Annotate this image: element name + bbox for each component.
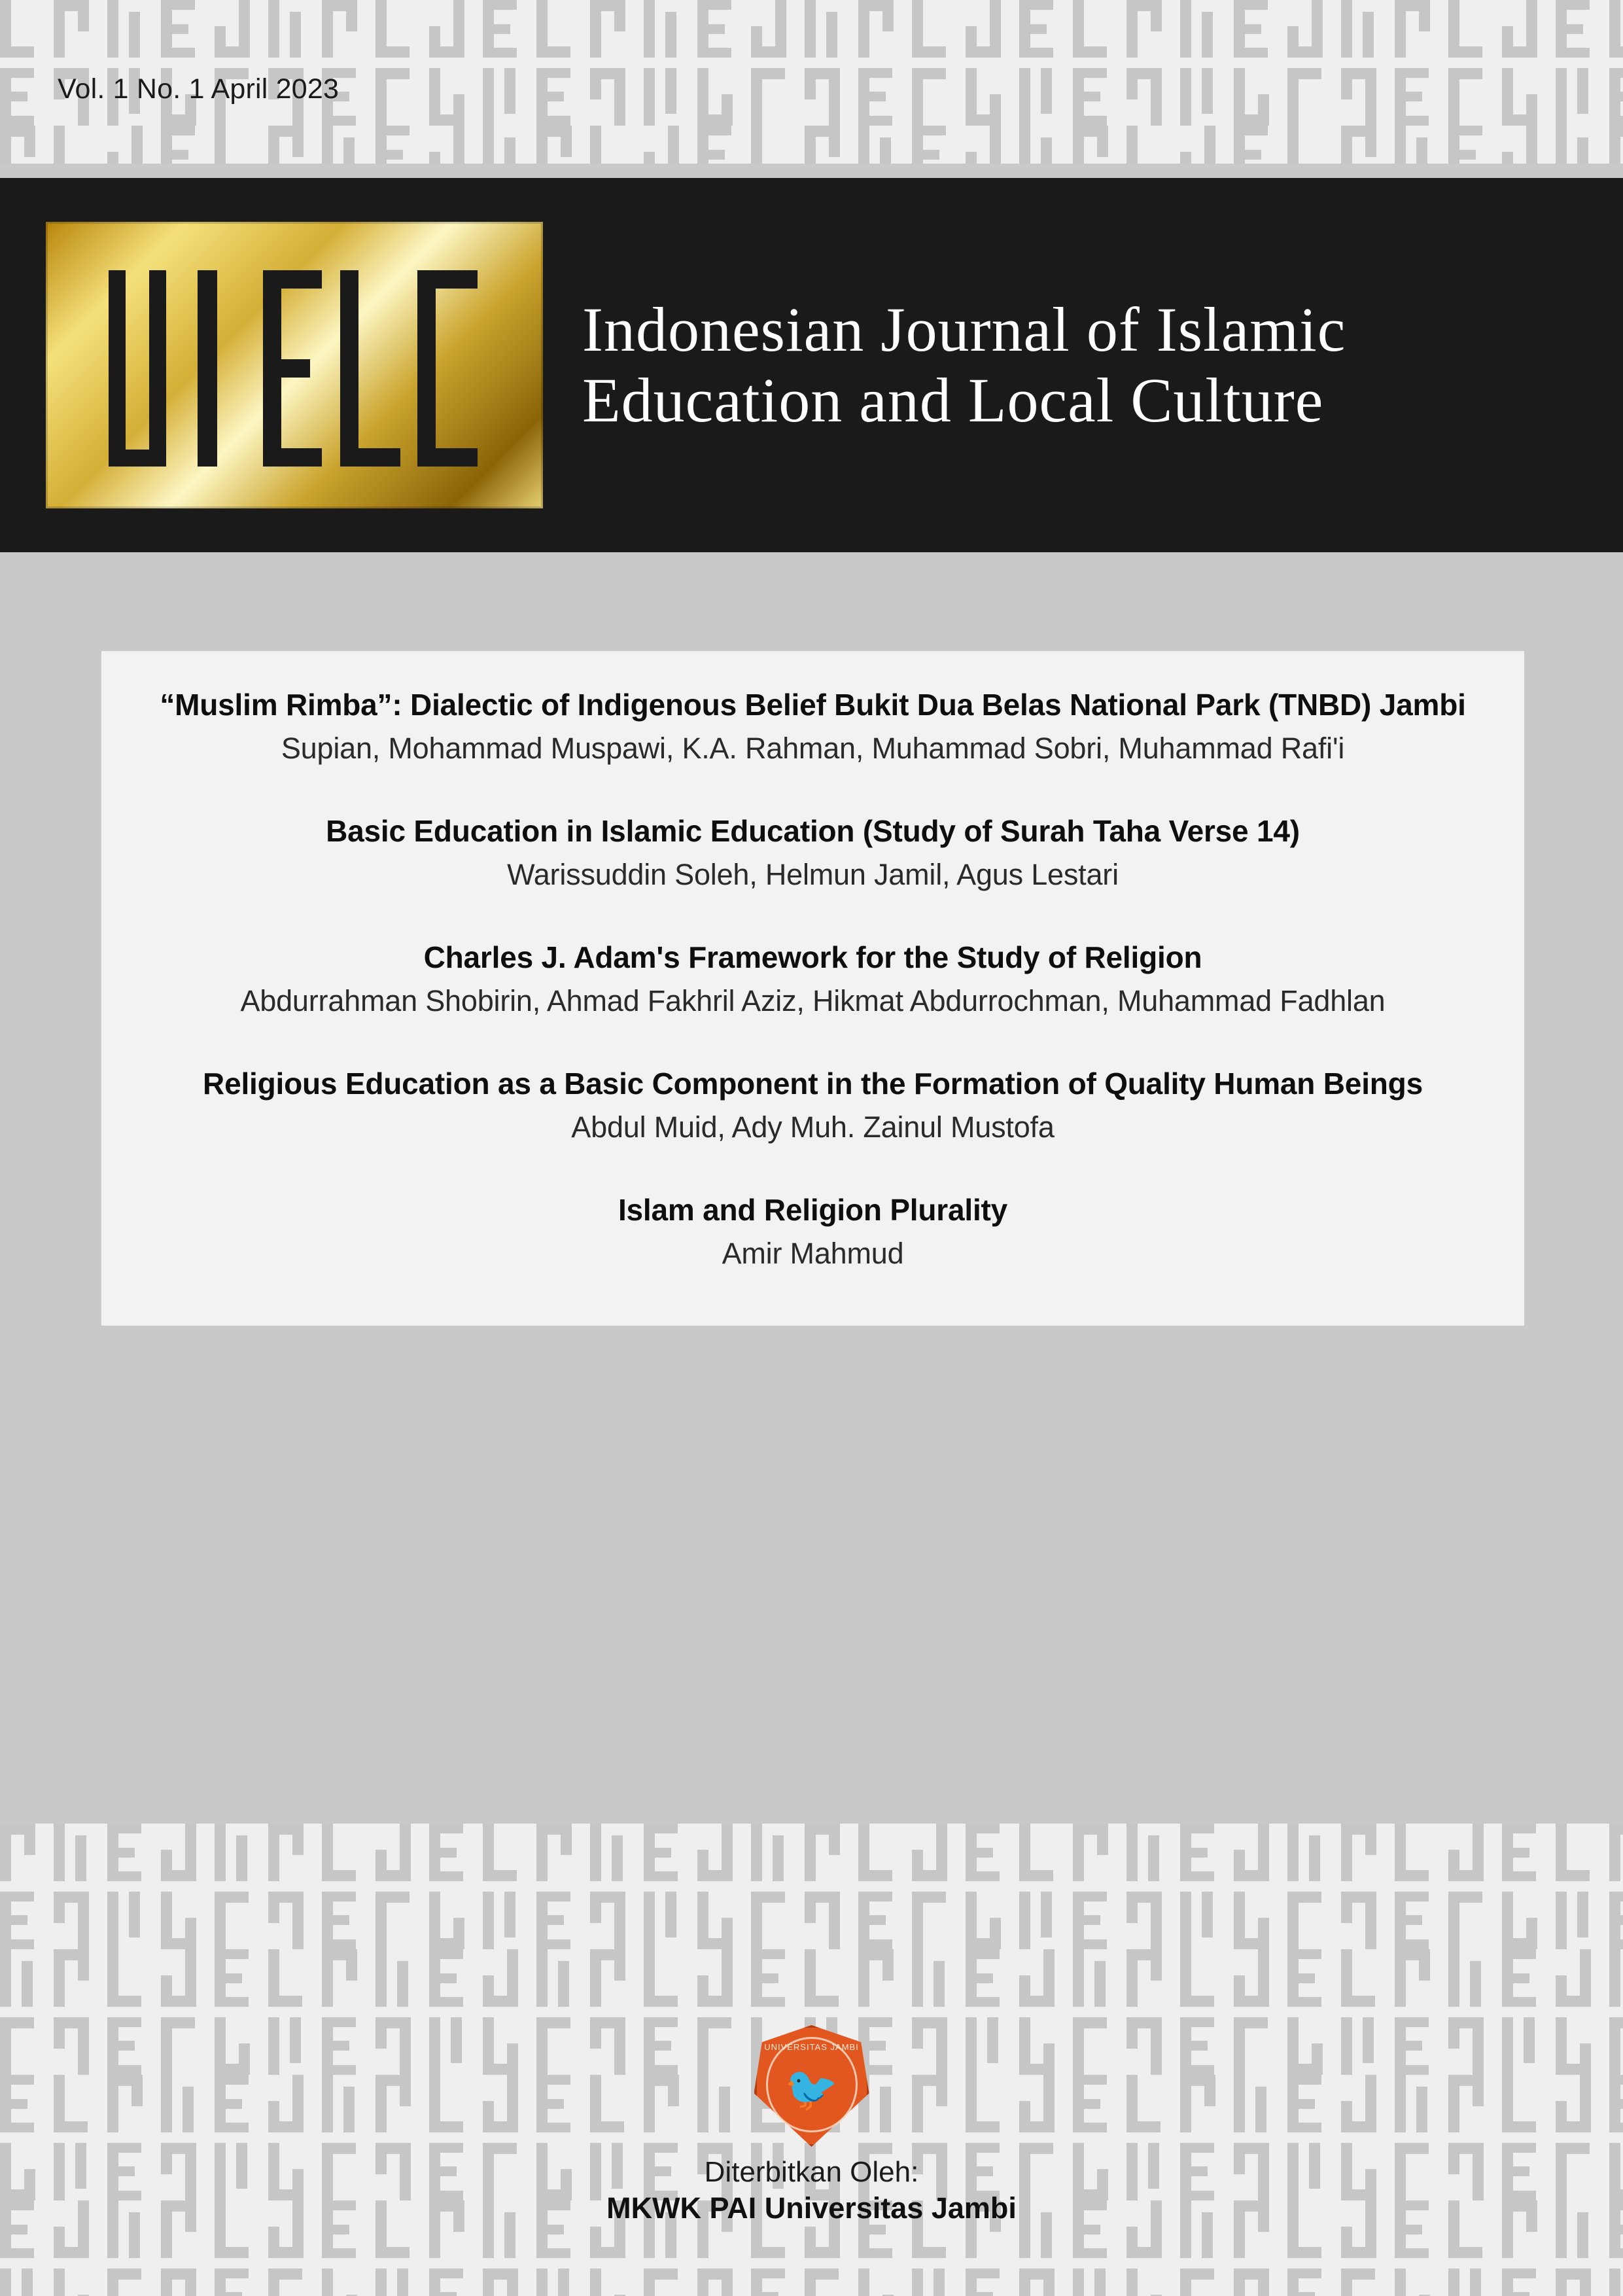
pattern-glyph-icon: [0, 1949, 37, 2007]
pattern-glyph-icon: [1073, 68, 1109, 126]
pattern-glyph-icon: [1341, 2269, 1378, 2296]
article-title: Charles J. Adam's Framework for the Study of Religion: [423, 940, 1202, 975]
pattern-glyph-icon: [54, 0, 90, 58]
pattern-glyph-icon: [751, 1949, 788, 2007]
pattern-glyph-icon: [161, 1824, 198, 1881]
pattern-glyph-icon: [1609, 1949, 1623, 2007]
pattern-glyph-icon: [107, 1824, 144, 1881]
pattern-glyph-icon: [1395, 0, 1431, 58]
pattern-glyph-icon: [966, 1892, 1002, 1949]
pattern-glyph-icon: [54, 1949, 90, 2007]
pattern-glyph-icon: [375, 2269, 412, 2296]
pattern-glyph-icon: [751, 1892, 788, 1949]
pattern-glyph-icon: [751, 126, 788, 164]
journal-title-line-2: Education and Local Culture: [582, 365, 1324, 435]
pattern-row: [0, 0, 1623, 63]
pattern-glyph-icon: [1287, 1949, 1324, 2007]
pattern-glyph-icon: [322, 1892, 358, 1949]
pattern-glyph-icon: [54, 1824, 90, 1881]
pattern-glyph-icon: [644, 2269, 680, 2296]
pattern-glyph-icon: [644, 1949, 680, 2007]
pattern-glyph-icon: [1609, 2269, 1623, 2296]
pattern-glyph-icon: [966, 2269, 1002, 2296]
pattern-glyph-icon: [1448, 126, 1485, 164]
logo-letter-l-icon: [340, 270, 403, 467]
pattern-glyph-icon: [161, 1892, 198, 1949]
pattern-glyph-icon: [1341, 126, 1378, 164]
pattern-glyph-icon: [1395, 1824, 1431, 1881]
pattern-glyph-icon: [590, 1824, 627, 1881]
pattern-glyph-icon: [912, 0, 949, 58]
pattern-glyph-icon: [375, 68, 412, 126]
pattern-glyph-icon: [429, 68, 466, 126]
pattern-glyph-icon: [1395, 1949, 1431, 2007]
pattern-glyph-icon: [858, 1824, 895, 1881]
article-authors: Abdul Muid, Ady Muh. Zainul Mustofa: [571, 1110, 1055, 1144]
pattern-glyph-icon: [375, 1824, 412, 1881]
pattern-glyph-icon: [215, 1949, 251, 2007]
pattern-glyph-icon: [1287, 1824, 1324, 1881]
pattern-glyph-icon: [536, 0, 573, 58]
pattern-glyph-icon: [1126, 1824, 1163, 1881]
pattern-glyph-icon: [1126, 0, 1163, 58]
pattern-glyph-icon: [1395, 68, 1431, 126]
pattern-glyph-icon: [1287, 1892, 1324, 1949]
pattern-glyph-icon: [1395, 126, 1431, 164]
journal-title: [582, 294, 1346, 435]
pattern-glyph-icon: [215, 2269, 251, 2296]
pattern-glyph-icon: [1073, 0, 1109, 58]
pattern-glyph-icon: [912, 2269, 949, 2296]
pattern-glyph-icon: [1234, 1949, 1270, 2007]
pattern-glyph-icon: [1395, 2269, 1431, 2296]
pattern-glyph-icon: [1234, 126, 1270, 164]
pattern-glyph-icon: [161, 126, 198, 164]
pattern-glyph-icon: [1609, 68, 1623, 126]
article-title: “Muslim Rimba”: Dialectic of Indigenous Belief Bukit Dua Belas National Park (TNBD) Jambi: [160, 688, 1466, 722]
pattern-glyph-icon: [483, 126, 519, 164]
pattern-glyph-icon: [0, 2269, 37, 2296]
pattern-glyph-icon: [1609, 0, 1623, 58]
pattern-glyph-icon: [1395, 1892, 1431, 1949]
pattern-glyph-icon: [1448, 1824, 1485, 1881]
pattern-glyph-icon: [1126, 1949, 1163, 2007]
pattern-glyph-icon: [483, 1892, 519, 1949]
pattern-glyph-icon: [590, 0, 627, 58]
pattern-glyph-icon: [1502, 1949, 1539, 2007]
pattern-glyph-icon: [1341, 1949, 1378, 2007]
pattern-glyph-icon: [644, 1892, 680, 1949]
pattern-glyph-icon: [536, 126, 573, 164]
pattern-glyph-icon: [375, 126, 412, 164]
pattern-glyph-icon: [215, 126, 251, 164]
pattern-glyph-icon: [858, 126, 895, 164]
list-item: [154, 1064, 1472, 1147]
publisher-block: [0, 2025, 1623, 2225]
pattern-glyph-icon: [483, 68, 519, 126]
pattern-glyph-icon: [1234, 0, 1270, 58]
pattern-glyph-icon: [268, 1892, 305, 1949]
pattern-glyph-icon: [322, 1949, 358, 2007]
pattern-glyph-icon: [1502, 0, 1539, 58]
pattern-glyph-icon: [1556, 1949, 1592, 2007]
pattern-glyph-icon: [0, 1892, 37, 1949]
pattern-glyph-icon: [1126, 68, 1163, 126]
article-authors: Supian, Mohammad Muspawi, K.A. Rahman, Muhammad Sobri, Muhammad Rafi'i: [281, 732, 1345, 766]
masthead: [0, 178, 1623, 552]
pattern-glyph-icon: [1341, 0, 1378, 58]
garuda-bird-icon: 🐦: [784, 2064, 839, 2113]
pattern-glyph-icon: [322, 126, 358, 164]
pattern-glyph-icon: [1073, 1949, 1109, 2007]
pattern-glyph-icon: [590, 1892, 627, 1949]
pattern-glyph-icon: [912, 1892, 949, 1949]
pattern-glyph-icon: [268, 0, 305, 58]
list-item: [154, 938, 1472, 1021]
pattern-glyph-icon: [966, 0, 1002, 58]
pattern-glyph-icon: [215, 1892, 251, 1949]
pattern-glyph-icon: [0, 0, 37, 58]
pattern-glyph-icon: [215, 0, 251, 58]
pattern-glyph-icon: [1180, 2269, 1217, 2296]
pattern-glyph-icon: [697, 2269, 734, 2296]
pattern-glyph-icon: [1448, 1892, 1485, 1949]
pattern-glyph-icon: [161, 0, 198, 58]
pattern-glyph-icon: [1341, 1824, 1378, 1881]
pattern-glyph-icon: [644, 0, 680, 58]
pattern-glyph-icon: [1234, 1892, 1270, 1949]
pattern-glyph-icon: [1234, 68, 1270, 126]
pattern-glyph-icon: [1502, 68, 1539, 126]
list-item: [154, 811, 1472, 894]
pattern-glyph-icon: [1502, 1824, 1539, 1881]
volume-issue-line: Vol. 1 No. 1 April 2023: [58, 73, 340, 105]
pattern-glyph-icon: [107, 126, 144, 164]
pattern-glyph-icon: [1341, 1892, 1378, 1949]
pattern-glyph-icon: [805, 1892, 841, 1949]
pattern-glyph-icon: [966, 1949, 1002, 2007]
logo-letter-c-icon: [417, 270, 480, 467]
pattern-glyph-icon: [536, 1949, 573, 2007]
pattern-glyph-icon: [54, 2269, 90, 2296]
pattern-glyph-icon: [966, 126, 1002, 164]
pattern-glyph-icon: [858, 1892, 895, 1949]
journal-logo-icon: [46, 222, 543, 508]
pattern-glyph-icon: [1180, 126, 1217, 164]
pattern-glyph-icon: [536, 1824, 573, 1881]
pattern-glyph-icon: [1019, 1892, 1056, 1949]
pattern-glyph-icon: [54, 1892, 90, 1949]
pattern-glyph-icon: [268, 1949, 305, 2007]
pattern-glyph-icon: [590, 126, 627, 164]
pattern-glyph-icon: [1180, 1892, 1217, 1949]
pattern-glyph-icon: [805, 1949, 841, 2007]
pattern-glyph-icon: [1609, 1892, 1623, 1949]
pattern-glyph-icon: [1341, 68, 1378, 126]
pattern-glyph-icon: [644, 1824, 680, 1881]
pattern-glyph-icon: [1073, 126, 1109, 164]
table-of-contents: [101, 651, 1524, 1326]
pattern-glyph-icon: [483, 2269, 519, 2296]
pattern-glyph-icon: [483, 1949, 519, 2007]
pattern-glyph-icon: [590, 1949, 627, 2007]
pattern-glyph-icon: [0, 126, 37, 164]
pattern-glyph-icon: [858, 1949, 895, 2007]
pattern-glyph-icon: [805, 2269, 841, 2296]
pattern-glyph-icon: [697, 1949, 734, 2007]
pattern-glyph-icon: [536, 2269, 573, 2296]
pattern-glyph-icon: [590, 68, 627, 126]
pattern-glyph-icon: [1609, 1824, 1623, 1881]
pattern-glyph-icon: [751, 0, 788, 58]
pattern-glyph-icon: [1234, 1824, 1270, 1881]
pattern-glyph-icon: [1448, 1949, 1485, 2007]
article-authors: Abdurrahman Shobirin, Ahmad Fakhril Aziz, Hikmat Abdurrochman, Muhammad Fadhlan: [240, 984, 1386, 1018]
pattern-glyph-icon: [1180, 1824, 1217, 1881]
pattern-glyph-icon: [483, 0, 519, 58]
emblem-caption: UNIVERSITAS JAMBI: [764, 2042, 859, 2052]
pattern-glyph-icon: [429, 2269, 466, 2296]
pattern-glyph-icon: [429, 0, 466, 58]
pattern-glyph-icon: [966, 68, 1002, 126]
pattern-glyph-icon: [1502, 1892, 1539, 1949]
pattern-glyph-icon: [1019, 1824, 1056, 1881]
pattern-glyph-icon: [697, 68, 734, 126]
pattern-glyph-icon: [697, 1824, 734, 1881]
pattern-glyph-icon: [1180, 0, 1217, 58]
article-title: Religious Education as a Basic Component in the Formation of Quality Human Beings: [203, 1067, 1423, 1101]
pattern-glyph-icon: [751, 1824, 788, 1881]
pattern-row: [0, 1824, 1623, 1886]
pattern-glyph-icon: [1448, 68, 1485, 126]
pattern-glyph-icon: [1019, 126, 1056, 164]
pattern-glyph-icon: [1019, 0, 1056, 58]
article-title: Basic Education in Islamic Education (Study of Surah Taha Verse 14): [326, 814, 1300, 849]
pattern-glyph-icon: [536, 1892, 573, 1949]
pattern-glyph-icon: [858, 68, 895, 126]
pattern-glyph-icon: [1556, 2269, 1592, 2296]
pattern-glyph-icon: [912, 126, 949, 164]
pattern-glyph-icon: [375, 1949, 412, 2007]
pattern-glyph-icon: [805, 68, 841, 126]
logo-letter-e-icon: [263, 270, 326, 467]
pattern-glyph-icon: [1073, 1824, 1109, 1881]
pattern-glyph-icon: [107, 1949, 144, 2007]
pattern-glyph-icon: [1287, 2269, 1324, 2296]
pattern-glyph-icon: [107, 2269, 144, 2296]
university-emblem-icon: [754, 2025, 869, 2147]
pattern-glyph-icon: [107, 1892, 144, 1949]
pattern-glyph-icon: [375, 1892, 412, 1949]
pattern-glyph-icon: [1502, 126, 1539, 164]
pattern-glyph-icon: [751, 68, 788, 126]
pattern-glyph-icon: [644, 126, 680, 164]
pattern-glyph-icon: [1502, 2269, 1539, 2296]
pattern-glyph-icon: [1019, 2269, 1056, 2296]
pattern-glyph-icon: [912, 68, 949, 126]
pattern-glyph-icon: [1556, 1824, 1592, 1881]
pattern-glyph-icon: [1609, 126, 1623, 164]
pattern-glyph-icon: [1287, 126, 1324, 164]
pattern-glyph-icon: [322, 0, 358, 58]
list-item: [154, 1190, 1472, 1273]
pattern-glyph-icon: [1556, 0, 1592, 58]
pattern-glyph-icon: [912, 1824, 949, 1881]
pattern-glyph-icon: [1234, 2269, 1270, 2296]
publisher-name: MKWK PAI Universitas Jambi: [606, 2191, 1017, 2225]
pattern-glyph-icon: [107, 0, 144, 58]
pattern-glyph-icon: [1126, 2269, 1163, 2296]
pattern-glyph-icon: [697, 0, 734, 58]
pattern-glyph-icon: [858, 2269, 895, 2296]
pattern-glyph-icon: [1073, 1892, 1109, 1949]
pattern-glyph-icon: [1180, 1949, 1217, 2007]
pattern-row: [0, 1949, 1623, 2012]
pattern-glyph-icon: [1019, 1949, 1056, 2007]
pattern-glyph-icon: [1556, 1892, 1592, 1949]
pattern-glyph-icon: [590, 2269, 627, 2296]
pattern-glyph-icon: [697, 126, 734, 164]
pattern-glyph-icon: [268, 1824, 305, 1881]
pattern-glyph-icon: [966, 1824, 1002, 1881]
article-title: Islam and Religion Plurality: [618, 1193, 1008, 1227]
pattern-glyph-icon: [1556, 68, 1592, 126]
pattern-glyph-icon: [1180, 68, 1217, 126]
pattern-glyph-icon: [161, 1949, 198, 2007]
pattern-glyph-icon: [1448, 0, 1485, 58]
article-authors: Warissuddin Soleh, Helmun Jamil, Agus Lestari: [507, 858, 1119, 892]
pattern-glyph-icon: [805, 0, 841, 58]
pattern-glyph-icon: [429, 1824, 466, 1881]
logo-letter-u-icon: [109, 270, 171, 467]
pattern-glyph-icon: [268, 2269, 305, 2296]
pattern-glyph-icon: [429, 1949, 466, 2007]
logo-letter-i-icon: [186, 270, 249, 467]
pattern-glyph-icon: [1448, 2269, 1485, 2296]
pattern-glyph-icon: [483, 1824, 519, 1881]
pattern-glyph-icon: [322, 2269, 358, 2296]
pattern-glyph-icon: [1073, 2269, 1109, 2296]
pattern-glyph-icon: [1126, 126, 1163, 164]
pattern-glyph-icon: [268, 126, 305, 164]
pattern-glyph-icon: [0, 68, 37, 126]
pattern-glyph-icon: [644, 68, 680, 126]
pattern-glyph-icon: [215, 1824, 251, 1881]
pattern-glyph-icon: [161, 2269, 198, 2296]
pattern-glyph-icon: [912, 1949, 949, 2007]
pattern-glyph-icon: [1126, 1892, 1163, 1949]
pattern-glyph-icon: [805, 126, 841, 164]
pattern-glyph-icon: [375, 0, 412, 58]
pattern-row: [0, 1886, 1623, 1949]
pattern-glyph-icon: [858, 0, 895, 58]
pattern-glyph-icon: [1019, 68, 1056, 126]
pattern-glyph-icon: [536, 68, 573, 126]
pattern-glyph-icon: [1287, 0, 1324, 58]
pattern-glyph-icon: [429, 126, 466, 164]
pattern-glyph-icon: [805, 1824, 841, 1881]
pattern-row: [0, 126, 1623, 164]
list-item: [154, 685, 1472, 768]
pattern-glyph-icon: [751, 2269, 788, 2296]
publisher-label: Diterbitkan Oleh:: [704, 2156, 919, 2188]
journal-title-line-1: Indonesian Journal of Islamic: [582, 294, 1346, 365]
pattern-glyph-icon: [1287, 68, 1324, 126]
pattern-glyph-icon: [697, 1892, 734, 1949]
article-authors: Amir Mahmud: [722, 1237, 904, 1271]
pattern-glyph-icon: [322, 1824, 358, 1881]
pattern-glyph-icon: [429, 1892, 466, 1949]
pattern-glyph-icon: [54, 126, 90, 164]
pattern-row: [0, 2263, 1623, 2296]
pattern-glyph-icon: [0, 1824, 37, 1881]
pattern-glyph-icon: [1556, 126, 1592, 164]
